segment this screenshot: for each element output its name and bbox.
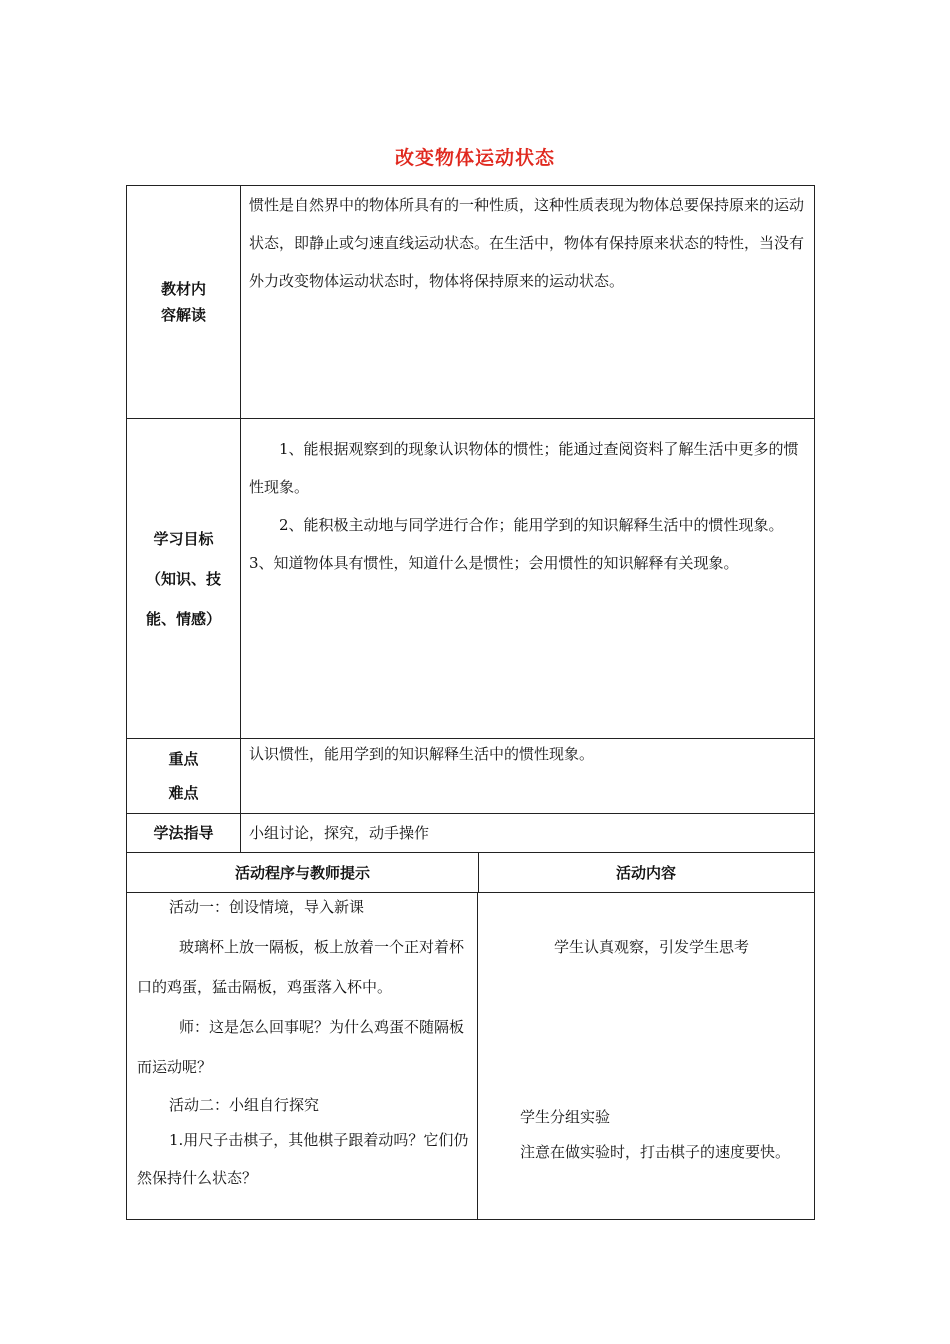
activity-procedure-column bbox=[127, 893, 478, 1219]
label-line: 能、情感） bbox=[145, 609, 221, 628]
lesson-plan-table bbox=[126, 185, 815, 1220]
activity-body-row bbox=[126, 892, 815, 1220]
key-points-text bbox=[249, 735, 806, 773]
content-reading-label bbox=[127, 186, 241, 418]
label-line: 难点 bbox=[168, 784, 199, 802]
objectives-row bbox=[126, 418, 815, 738]
paragraph: 小组讨论，探究，动手操作 bbox=[249, 824, 430, 842]
activity-content-column bbox=[478, 893, 814, 1219]
paragraph: 惯性是自然界中的物体所具有的一种性质，这种性质表现为物体总要保持原来的运动状态，即静止或匀速直线运动状态。在生活中，物体有保持原来状态的特性，当没有外力改变物体运动状态时，物体将保持原来的运动状态。 bbox=[249, 196, 805, 290]
key-points-row bbox=[126, 738, 815, 813]
activity-note: 注意在做实验时，打击棋子的速度要快。 bbox=[520, 1143, 791, 1161]
label-line: 学法指导 bbox=[153, 824, 214, 842]
activity-header-row bbox=[126, 852, 815, 892]
activity-paragraph: 玻璃杯上放一隔板，板上放着一个正对着杯口的鸡蛋，猛击隔板，鸡蛋落入杯中。 bbox=[137, 938, 465, 996]
label-line: 重点 bbox=[168, 750, 199, 768]
label-line: 教材内 bbox=[160, 280, 206, 298]
activity-heading: 活动二：小组自行探究 bbox=[169, 1096, 320, 1114]
key-points-label bbox=[127, 739, 241, 813]
activity-paragraph: 1.用尺子击棋子，其他棋子跟着动吗？它们仍然保持什么状态？ bbox=[137, 1131, 469, 1187]
objective-item: 3、知道物体具有惯性，知道什么是惯性；会用惯性的知识解释有关现象。 bbox=[249, 554, 739, 572]
paragraph: 认识惯性，能用学到的知识解释生活中的惯性现象。 bbox=[249, 745, 595, 763]
activity-content-header: 活动内容 bbox=[615, 864, 676, 882]
objectives-list bbox=[249, 430, 806, 582]
activity-heading: 活动一：创设情境，导入新课 bbox=[169, 898, 365, 916]
objectives-label bbox=[127, 419, 241, 738]
activity-procedure-header: 活动程序与教师提示 bbox=[234, 864, 370, 882]
activity-paragraph: 师：这是怎么回事呢？为什么鸡蛋不随隔板而运动呢？ bbox=[137, 1018, 465, 1076]
document-title: 改变物体运动状态 bbox=[394, 147, 555, 169]
content-reading-text bbox=[249, 186, 806, 300]
activity-note: 学生分组实验 bbox=[520, 1108, 611, 1126]
label-line: 容解读 bbox=[160, 306, 206, 324]
method-text bbox=[249, 814, 806, 852]
activity-note: 学生认真观察，引发学生思考 bbox=[554, 938, 750, 956]
label-line: （知识、技 bbox=[145, 569, 221, 588]
content-reading-row bbox=[126, 185, 815, 418]
method-row bbox=[126, 813, 815, 852]
objective-item: 2、能积极主动地与同学进行合作；能用学到的知识解释生活中的惯性现象。 bbox=[279, 516, 784, 534]
objective-item: 1、能根据观察到的现象认识物体的惯性；能通过查阅资料了解生活中更多的惯性现象。 bbox=[249, 440, 799, 496]
method-label bbox=[127, 814, 241, 852]
label-line: 学习目标 bbox=[153, 529, 214, 548]
